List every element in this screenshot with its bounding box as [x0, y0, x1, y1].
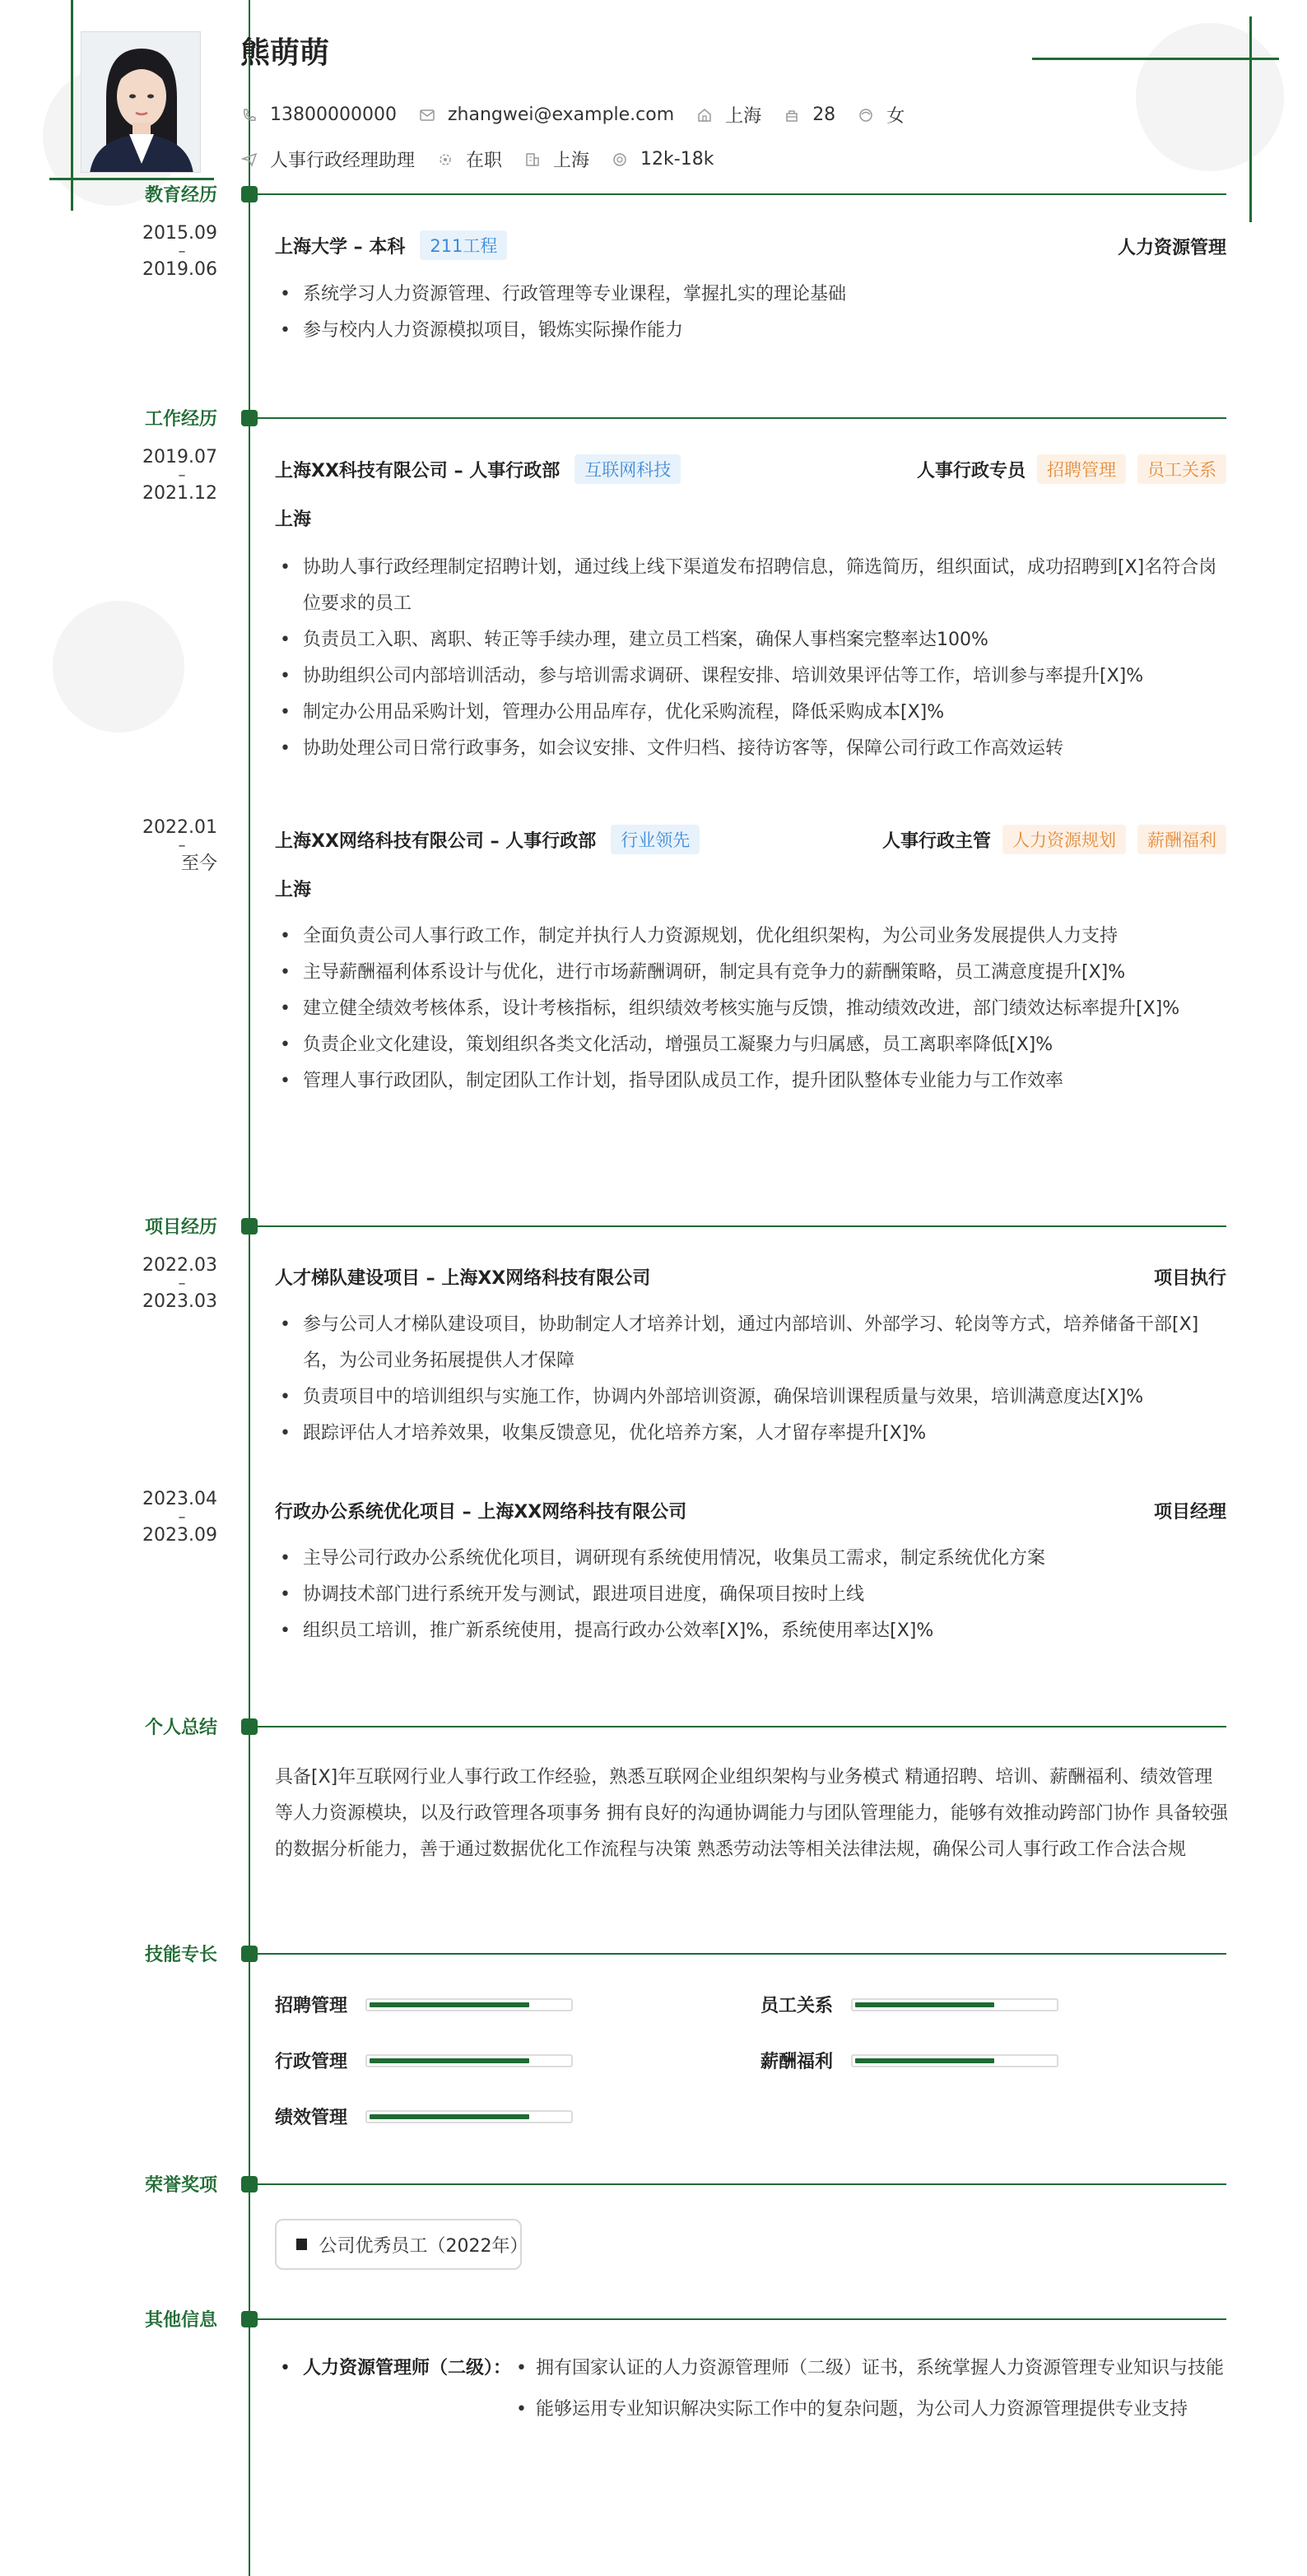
entry-date: 2023.04 – 2023.09 [142, 1489, 217, 1546]
entry-date: 2022.03 – 2023.03 [142, 1255, 217, 1312]
bullet-list [275, 918, 1228, 1100]
skill-bar-fill [370, 2114, 529, 2119]
skill-item [275, 2104, 573, 2129]
list-item: • 协助处理公司日常行政事务，如会议安排、文件归档、接待访客等，保障公司行政工作高效运转 [275, 731, 1228, 767]
skill-item [760, 1992, 1058, 2017]
other-list [511, 2350, 1228, 2428]
tag-badge: 员工关系 [1137, 454, 1226, 484]
other-label: 人力资源管理师（二级）： [303, 2358, 512, 2378]
section-title-education: 教育经历 [144, 185, 217, 206]
entry-title: 上海XX网络科技有限公司 – 人事行政部 行业领先 [275, 825, 700, 854]
list-item: • 主导公司行政办公系统优化项目，调研现有系统使用情况，收集员工需求，制定系统优化方案 [275, 1541, 1228, 1577]
skill-bar [851, 2054, 1058, 2067]
location-item [695, 102, 761, 128]
section-title-awards: 荣誉奖项 [144, 2175, 217, 2196]
status-item [436, 146, 502, 172]
list-item: • 组织员工培训，推广新系统使用，提高行政办公效率[X]%，系统使用率达[X]% [275, 1613, 1228, 1649]
skill-bar [365, 2054, 573, 2067]
home-icon [695, 106, 714, 124]
skill-item [275, 1992, 573, 2017]
square-bullet-icon [296, 2239, 307, 2250]
entry-date: 2022.01 – 至今 [142, 817, 217, 874]
candidate-name: 熊萌萌 [240, 36, 330, 70]
skill-name: 招聘管理 [275, 1996, 348, 2016]
tag-badge: 互联网科技 [574, 454, 681, 484]
section-title-summary: 个人总结 [144, 1718, 217, 1738]
skill-name: 薪酬福利 [760, 2052, 834, 2072]
status-text: 在职 [466, 151, 503, 171]
target-city-text: 上海 [553, 151, 590, 171]
skill-bar-fill [855, 2002, 994, 2007]
email-item [418, 105, 674, 125]
list-item: • 制定办公用品采购计划，管理办公用品库存，优化采购流程，降低采购成本[X]% [275, 695, 1228, 731]
status-icon [436, 151, 454, 169]
tag-badge: 薪酬福利 [1137, 825, 1226, 854]
list-item: • 参与公司人才梯队建设项目，协助制定人才培养计划，通过内部培训、外部学习、轮岗等方式，培养储备干部[X]名，为公司业务拓展提供人才保障 [275, 1307, 1228, 1379]
list-item: • 系统学习人力资源管理、行政管理等专业课程，掌握扎实的理论基础 [275, 277, 1228, 313]
skill-bar [365, 1998, 573, 2011]
skill-bar-fill [370, 2058, 529, 2063]
entry-major: 人力资源管理 [1117, 238, 1226, 258]
summary-text: 具备[X]年互联网行业人事行政工作经验，熟悉互联网企业组织架构与业务模式 精通招聘、培训、薪酬福利、绩效管理等人力资源模块，以及行政管理各项事务 拥有良好的沟通协调能力与团队管理能力，能够有效推动跨部门协作 具备较强的数据分析能力，善于通过数据优化工作流程与决策 熟悉劳动法等相关法律法规，确保公司人事行政工作合法合规 [275, 1767, 1228, 1860]
user-icon [783, 106, 801, 124]
award-text: 公司优秀员工（2022年） [319, 2235, 528, 2257]
age-item [783, 105, 835, 125]
list-item: • 负责项目中的培训组织与实施工作，协调内外部培训资源，确保培训课程质量与效果，培训满意度达[X]% [275, 1379, 1228, 1416]
list-item: • 参与校内人力资源模拟项目，锻炼实际操作能力 [275, 313, 1228, 349]
award-card [275, 2219, 528, 2270]
section-divider [250, 1726, 1226, 1727]
skill-bar-fill [370, 2002, 529, 2007]
other-label-wrap [275, 2350, 511, 2428]
skill-name: 绩效管理 [275, 2108, 348, 2128]
phone-item [240, 105, 397, 125]
section-divider [250, 417, 1226, 419]
entry-city: 上海 [275, 509, 312, 530]
section-title-projects: 项目经历 [144, 1217, 217, 1238]
bullet-dot: • [280, 2358, 291, 2378]
gender-text: 女 [886, 106, 905, 127]
entry-title: 上海大学 – 本科 211工程 [275, 230, 507, 260]
contact-row [240, 102, 926, 128]
skill-name: 行政管理 [275, 2052, 348, 2072]
skill-bar-fill [855, 2058, 994, 2063]
target-city-item [523, 146, 589, 172]
salary-item [611, 149, 714, 170]
list-item: • 跟踪评估人才培养效果，收集反馈意见，优化培养方案，人才留存率提升[X]% [275, 1416, 1228, 1452]
entry-date: 2019.07 – 2021.12 [142, 447, 217, 504]
section-title-skills: 技能专长 [144, 1945, 217, 1965]
bullet-list [275, 277, 1228, 349]
section-divider [250, 1225, 1226, 1227]
decor-circle-top-right [1136, 23, 1284, 171]
phone-icon [240, 106, 258, 124]
entry-city: 上海 [275, 880, 312, 900]
bullet-list [275, 550, 1228, 767]
skill-bar [851, 1998, 1058, 2011]
entry-title: 上海XX科技有限公司 – 人事行政部 互联网科技 [275, 454, 681, 484]
send-icon [240, 151, 258, 169]
list-item: • 拥有国家认证的人力资源管理师（二级）证书，系统掌握人力资源管理专业知识与技能 [516, 2358, 1225, 2378]
decor-line [1249, 16, 1252, 222]
tag-badge: 211工程 [420, 230, 507, 260]
entry-date: 2015.09 – 2019.06 [142, 223, 217, 280]
tag-badge: 行业领先 [611, 825, 700, 854]
list-item: • 协助人事行政经理制定招聘计划，通过线上线下渠道发布招聘信息，筛选简历，组织面试，成功招聘到[X]名符合岗位要求的员工 [275, 550, 1228, 622]
salary-icon [611, 151, 629, 169]
section-title-other: 其他信息 [144, 2310, 217, 2331]
list-item: • 管理人事行政团队，制定团队工作计划，指导团队成员工作，提升团队整体专业能力与工作效率 [275, 1063, 1228, 1100]
building-icon [523, 151, 542, 169]
list-item: • 全面负责公司人事行政工作，制定并执行人力资源规划，优化组织架构，为公司业务发展提供人力支持 [275, 918, 1228, 955]
list-item: • 协助组织公司内部培训活动，参与培训需求调研、课程安排、培训效果评估等工作，培训参与率提升[X]% [275, 658, 1228, 695]
email-text: zhangwei@example.com [447, 105, 675, 125]
list-item: • 协调技术部门进行系统开发与测试，跟进项目进度，确保项目按时上线 [275, 1577, 1228, 1613]
section-divider [250, 1953, 1226, 1955]
entry-position: 人事行政专员 招聘管理 员工关系 [917, 454, 1226, 484]
skill-item [760, 2048, 1058, 2073]
decor-line [49, 178, 214, 180]
bullet-list [275, 1541, 1228, 1649]
phone-text: 13800000000 [270, 105, 397, 125]
section-divider [250, 2183, 1226, 2185]
section-divider [250, 2318, 1226, 2320]
decor-line [1032, 58, 1279, 60]
job-target-item [240, 146, 415, 172]
skill-bar [365, 2110, 573, 2123]
list-item: • 负责企业文化建设，策划组织各类文化活动，增强员工凝聚力与归属感，员工离职率降低[X]% [275, 1027, 1228, 1063]
entry-title: 人才梯队建设项目 – 上海XX网络科技有限公司 [275, 1268, 651, 1289]
tag-badge: 人力资源规划 [1002, 825, 1126, 854]
salary-text: 12k-18k [640, 149, 714, 170]
list-item: • 能够运用专业知识解决实际工作中的复杂问题，为公司人力资源管理提供专业支持 [516, 2399, 1188, 2420]
entry-role: 项目执行 [1153, 1268, 1226, 1289]
intent-row [240, 146, 735, 172]
list-item: • 主导薪酬福利体系设计与优化，进行市场薪酬调研，制定具有竞争力的薪酬策略，员工满意度提升[X]% [275, 955, 1228, 991]
skill-name: 员工关系 [760, 1996, 834, 2016]
entry-role: 项目经理 [1153, 1502, 1226, 1523]
avatar-photo [81, 31, 201, 173]
section-divider [250, 193, 1226, 195]
tag-badge: 招聘管理 [1037, 454, 1126, 484]
list-item: • 建立健全绩效考核体系，设计考核指标，组织绩效考核实施与反馈，推动绩效改进，部门绩效达标率提升[X]% [275, 991, 1228, 1027]
entry-title: 行政办公系统优化项目 – 上海XX网络科技有限公司 [275, 1502, 687, 1523]
other-info [275, 2350, 1228, 2428]
bullet-list [275, 1307, 1228, 1452]
location-text: 上海 [725, 106, 762, 127]
section-title-work: 工作经历 [144, 409, 217, 430]
mail-icon [418, 106, 436, 124]
entry-position: 人事行政主管 人力资源规划 薪酬福利 [882, 825, 1226, 854]
gender-icon [857, 106, 875, 124]
job-target-text: 人事行政经理助理 [270, 151, 416, 171]
age-text: 28 [812, 105, 836, 125]
skill-item [275, 2048, 573, 2073]
gender-item [857, 102, 905, 128]
decor-circle-left [53, 601, 184, 732]
list-item: • 负责员工入职、离职、转正等手续办理，建立员工档案，确保人事档案完整率达100% [275, 622, 1228, 658]
